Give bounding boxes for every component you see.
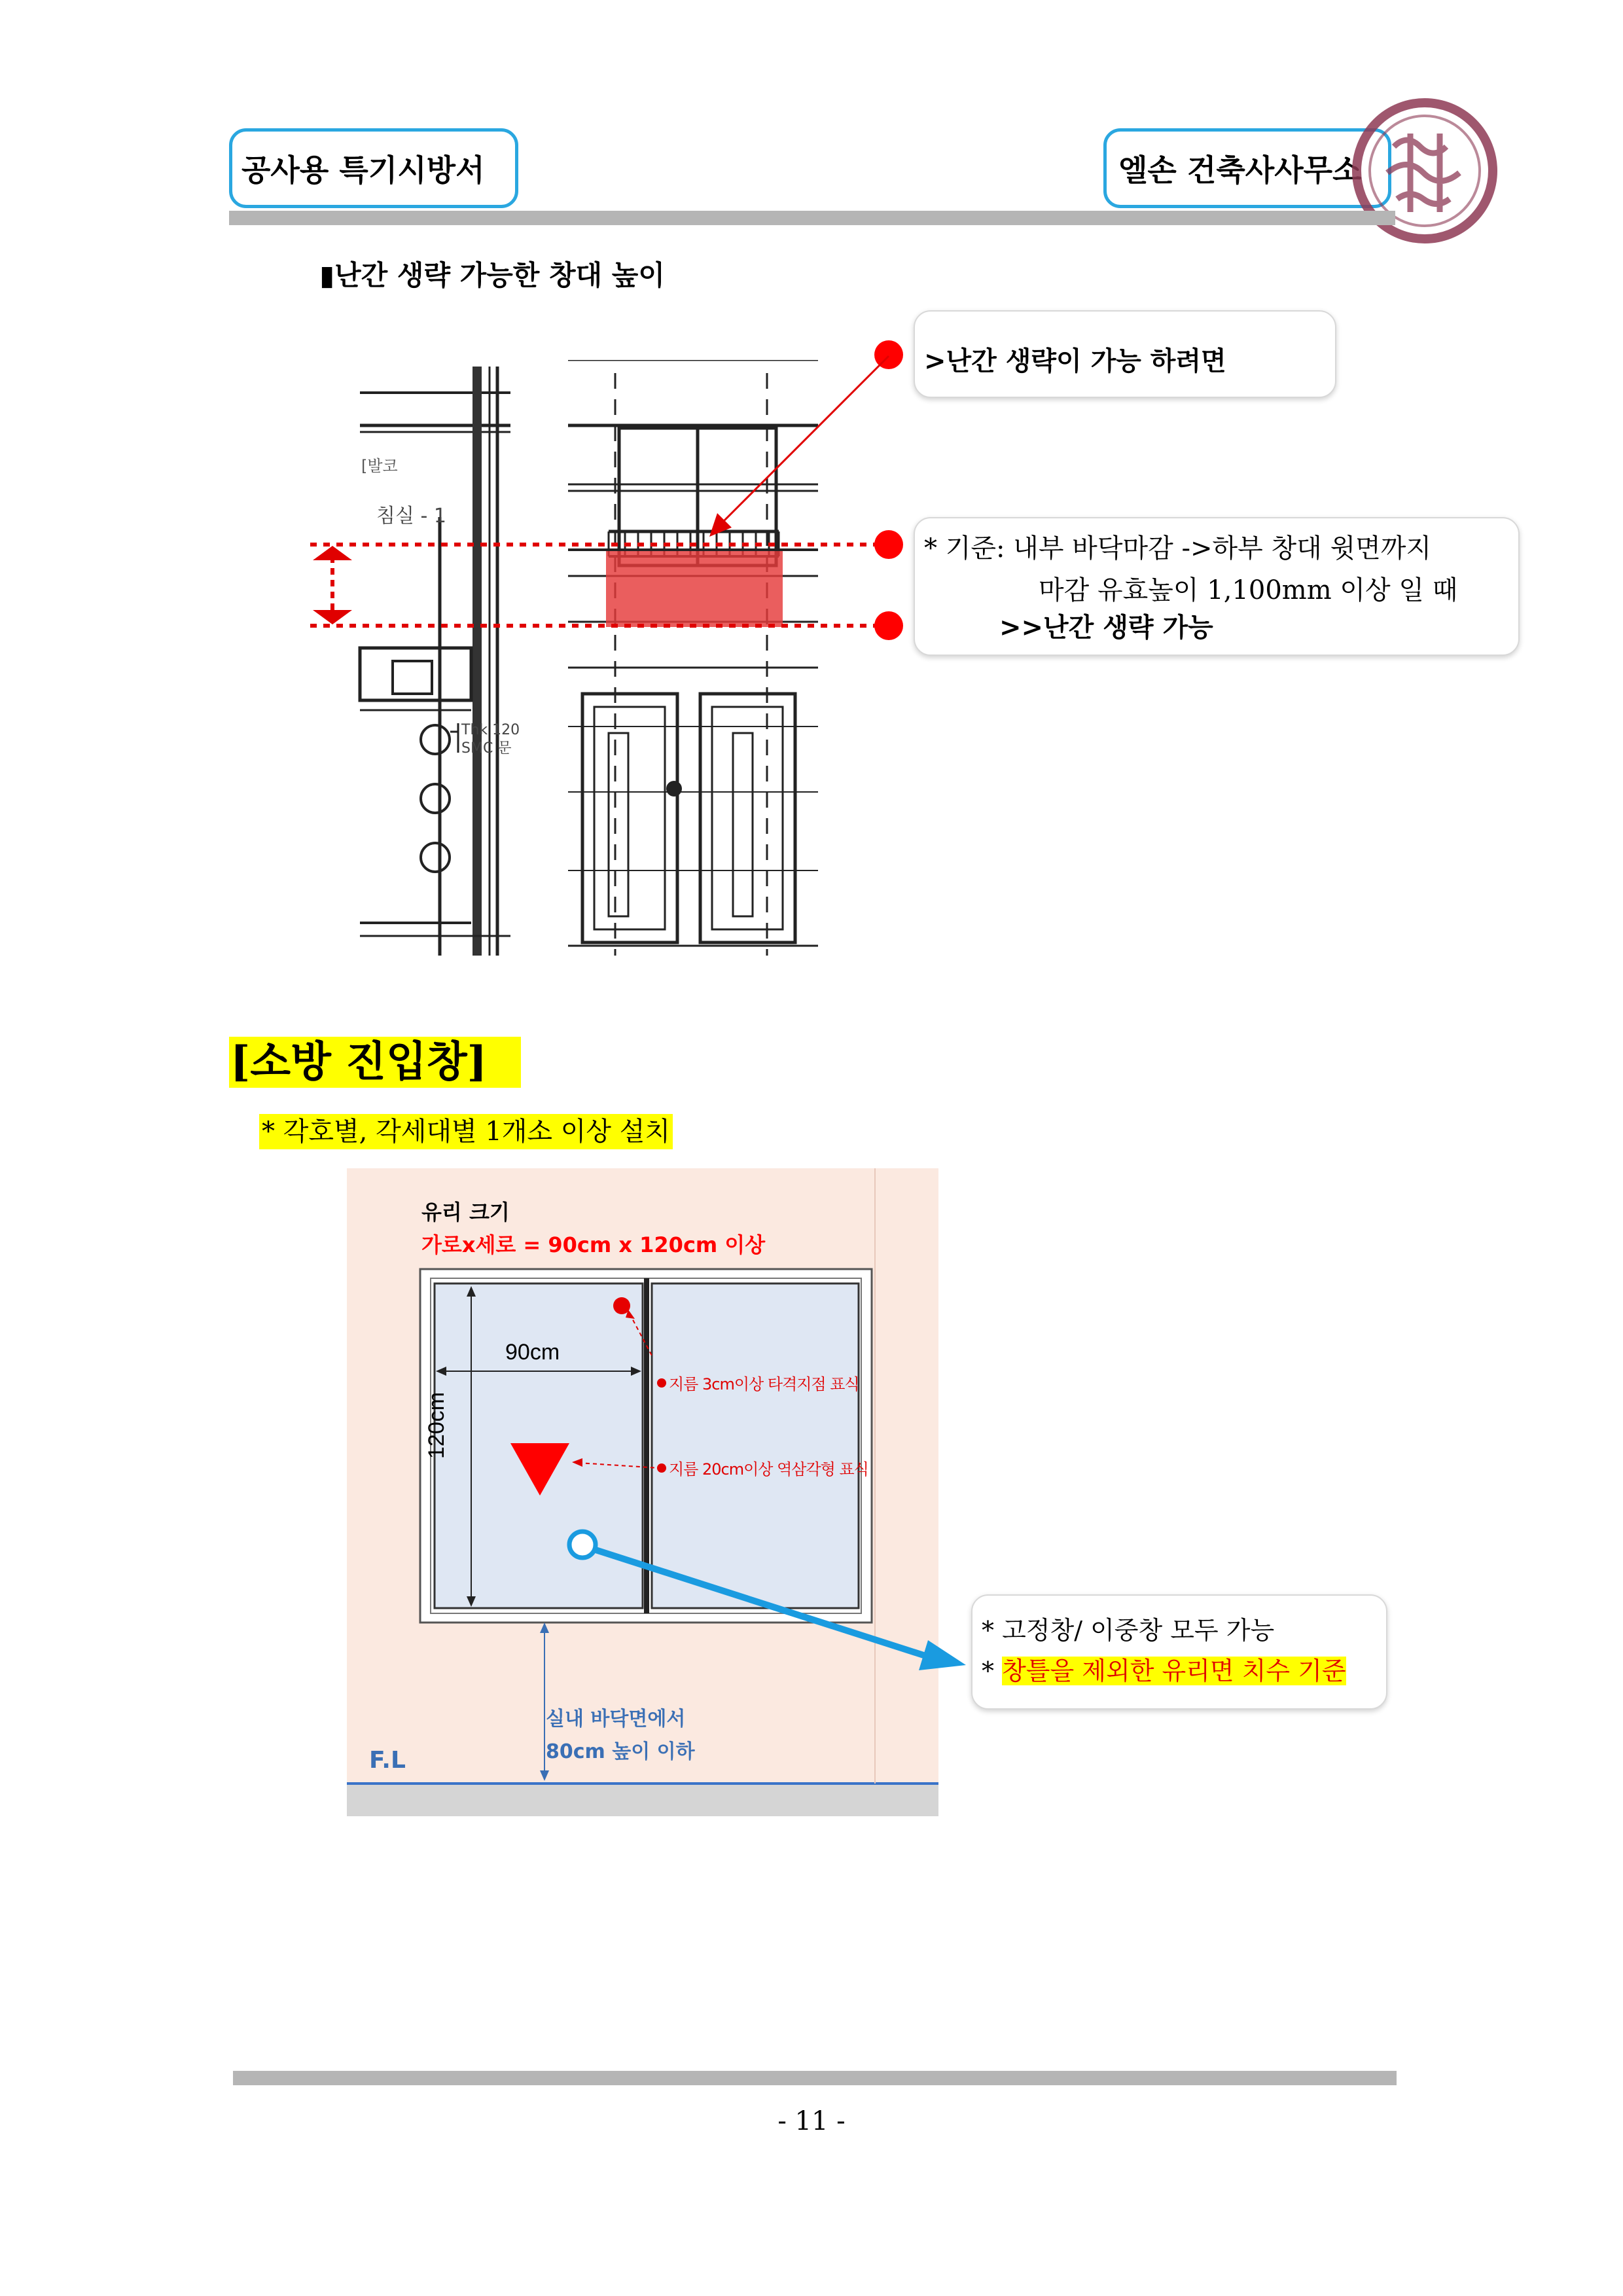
railing-criteria-callout [914,517,1520,656]
strike-point-note: 지름 3cm이상 타격지점 표식 [669,1375,859,1393]
window-type-line-2-text: 창틀을 제외한 유리면 치수 기준 [1002,1657,1346,1685]
callout-pointer-arrow [700,353,897,543]
criteria-line-3: >>난간 생략 가능 [999,612,1213,643]
height-label: 120cm [424,1391,449,1459]
drawing-label-room: 침실 - 1 [376,505,446,528]
floor-band [347,1784,938,1816]
header-left-title-box [229,128,518,208]
criteria-line-2: 마감 유효높이 1,100mm 이상 일 때 [1039,575,1458,605]
section2-subheading-text: * 각호별, 각세대별 1개소 이상 설치 [262,1117,671,1147]
floor-height-note-1: 실내 바닥면에서 [546,1708,686,1731]
criteria-dot-bottom [874,611,903,640]
drawing-label-smc: SMC 문 [461,740,512,757]
header-rule [229,211,1395,225]
criteria-line-1: * 기준: 내부 바닥마감 ->하부 창대 윗면까지 [924,533,1432,564]
footer-rule [233,2071,1397,2085]
width-label: 90cm [505,1340,560,1365]
window-type-callout [971,1594,1387,1710]
section1-heading: ▮난간 생략 가능한 창대 높이 [319,259,665,291]
window-type-line-2 [982,1651,1386,1691]
glass-size-title: 유리 크기 [421,1200,510,1225]
drawing-label-small: [발코 [361,457,398,475]
section2-heading-text: [소방 진입창] [230,1037,487,1086]
floor-height-note-2: 80cm 높이 이하 [546,1740,695,1763]
window-type-line-2-prefix: * [982,1657,994,1685]
page-number: - 11 - [777,2106,846,2136]
section2-heading [229,1037,521,1088]
section2-subheading [259,1114,673,1149]
floor-level-label: F.L [369,1747,406,1774]
railing-condition-text: >난간 생략이 가능 하려면 [924,346,1226,376]
window-type-line-1: * 고정창/ 이중창 모두 가능 [982,1616,1275,1645]
window-callout-arrowhead [916,1628,969,1681]
railing-condition-callout [914,310,1336,398]
fire-window-diagram [347,1168,938,1816]
glass-size-value: 가로x세로 = 90cm x 120cm 이상 [421,1232,766,1257]
header-right-title: 엘손 건축사사무소 [1118,152,1362,188]
header-left-title: 공사용 특기시방서 [241,152,485,188]
triangle-mark-note: 지름 20cm이상 역삼각형 표식 [669,1460,868,1479]
drawing-label-thk: Thk 120 [461,722,520,738]
